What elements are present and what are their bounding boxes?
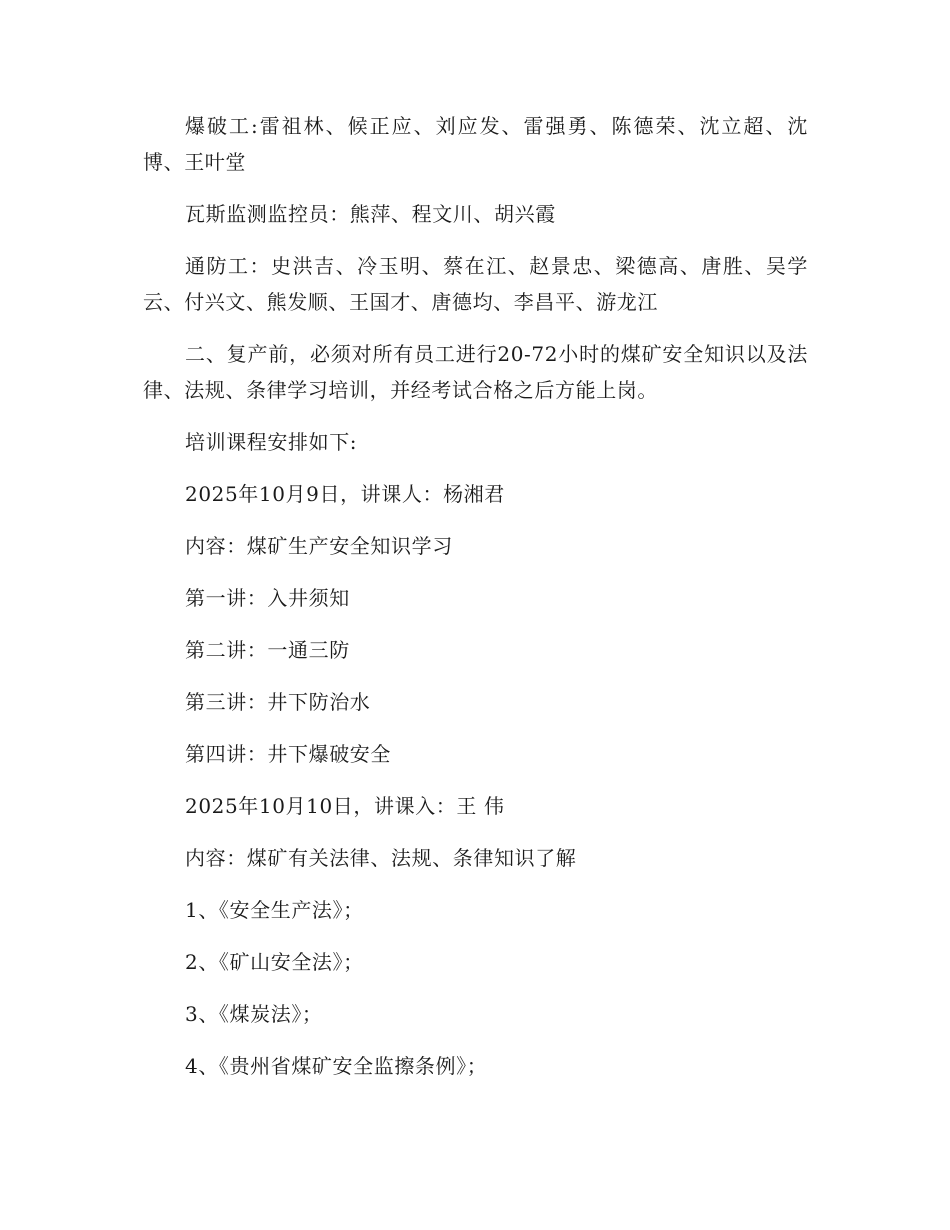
paragraph-ventilation-workers: 通防工：史洪吉、冷玉明、蔡在江、赵景忠、梁德高、唐胜、吴学云、付兴文、熊发顺、王国才、唐德均、李昌平、游龙江 xyxy=(143,254,808,314)
paragraph-session-2-content: 内容：煤矿有关法律、法规、条律知识了解 xyxy=(185,846,577,870)
paragraph-law-3: 3、《煤炭法》； xyxy=(185,1002,323,1026)
paragraph-blasters: 爆破工:雷祖林、候正应、刘应发、雷强勇、陈德荣、沈立超、沈博、王叶堂 xyxy=(143,114,808,174)
paragraph-lecture-3: 第三讲：井下防治水 xyxy=(185,690,371,714)
paragraph-law-2: 2、《矿山安全法》； xyxy=(185,950,364,974)
paragraph-lecture-4: 第四讲：井下爆破安全 xyxy=(185,742,391,766)
paragraph-law-1: 1、《安全生产法》； xyxy=(185,898,364,922)
paragraph-session-2-date: 2025年10月10日，讲课入：王 伟 xyxy=(185,794,505,818)
paragraph-lecture-1: 第一讲：入井须知 xyxy=(185,586,350,610)
paragraph-lecture-2: 第二讲：一通三防 xyxy=(185,638,350,662)
document-body xyxy=(143,108,808,1084)
paragraph-gas-monitors: 瓦斯监测监控员：熊萍、程文川、胡兴霞 xyxy=(185,202,556,226)
paragraph-session-1-date: 2025年10月9日，讲课人：杨湘君 xyxy=(185,482,505,506)
paragraph-training-requirement: 二、复产前，必须对所有员工进行20-72小时的煤矿安全知识以及法律、法规、条律学习培训，并经考试合格之后方能上岗。 xyxy=(143,342,808,402)
paragraph-course-schedule-heading: 培训课程安排如下: xyxy=(185,430,358,454)
paragraph-law-4: 4、《贵州省煤矿安全监擦条例》； xyxy=(185,1054,488,1078)
paragraph-session-1-content: 内容：煤矿生产安全知识学习 xyxy=(185,534,453,558)
